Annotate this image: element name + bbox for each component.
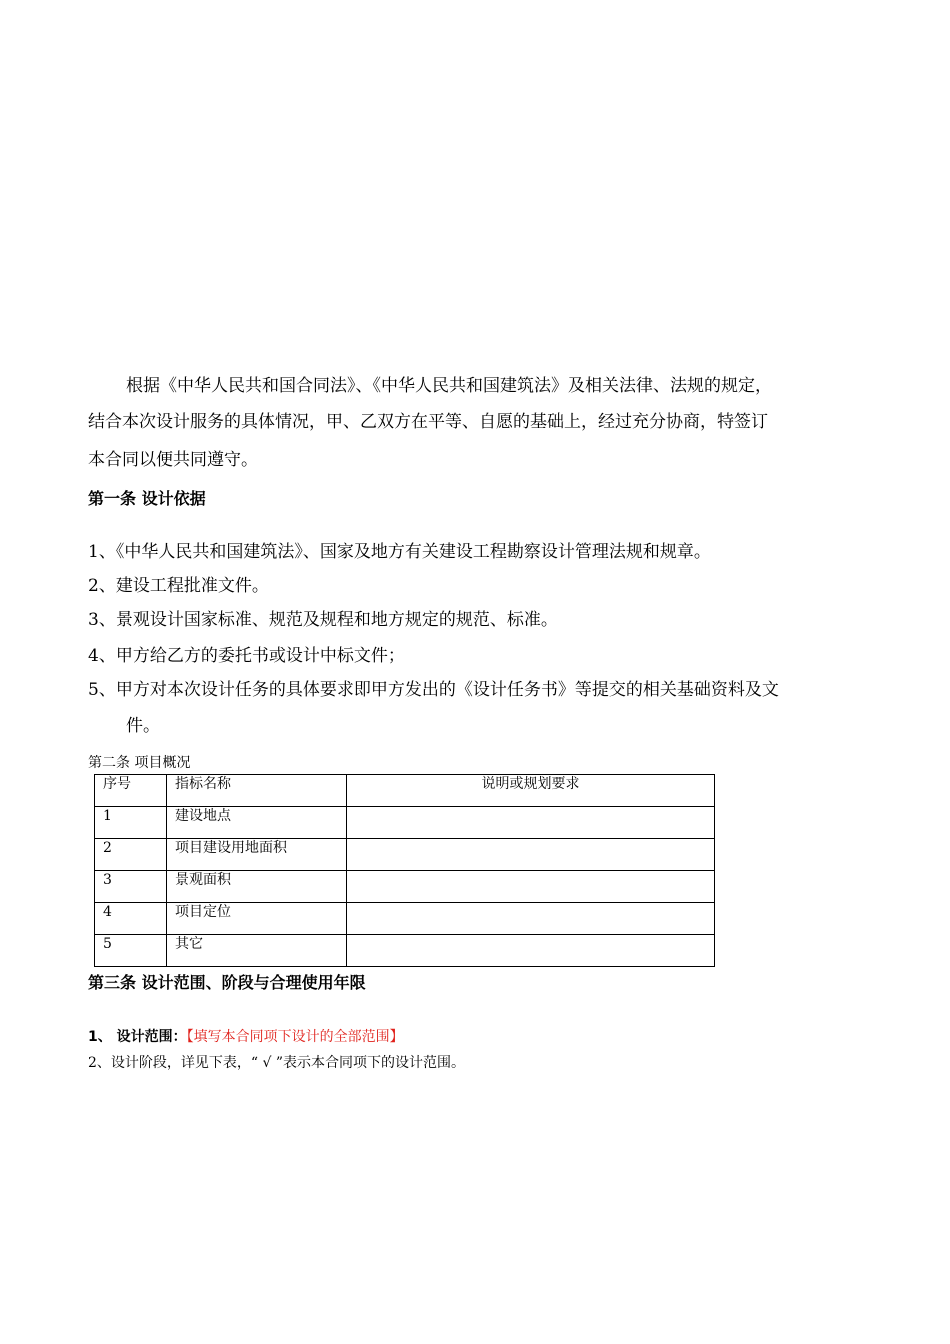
row-name: 建设地点	[167, 807, 347, 839]
table-row	[95, 903, 715, 935]
design-scope-label: 1、 设计范围：	[88, 1029, 187, 1045]
row-desc[interactable]	[347, 807, 715, 839]
article1-item-2: 2、建设工程批准文件。	[88, 576, 269, 596]
row-desc[interactable]	[347, 871, 715, 903]
row-desc[interactable]	[347, 903, 715, 935]
row-name: 项目定位	[167, 903, 347, 935]
design-scope-note: 【填写本合同项下设计的全部范围】	[186, 1029, 404, 1045]
article1-item-3: 3、景观设计国家标准、规范及规程和地方规定的规范、标准。	[88, 610, 558, 630]
article3-title: 第三条 设计范围、阶段与合理使用年限	[88, 973, 366, 992]
article1-item-5: 5、甲方对本次设计任务的具体要求即甲方发出的《设计任务书》等提交的相关基础资料及文	[88, 680, 779, 700]
table-row	[95, 871, 715, 903]
row-name: 景观面积	[167, 871, 347, 903]
article1-item-1: 1、《中华人民共和国建筑法》、国家及地方有关建设工程勘察设计管理法规和规章。	[88, 542, 711, 562]
design-stage-text: 2、设计阶段，详见下表，“ √ ”表示本合同项下的设计范围。	[88, 1055, 466, 1071]
preamble-line-3: 本合同以便共同遵守。	[88, 450, 258, 470]
row-no: 1	[95, 807, 167, 839]
table-row	[95, 839, 715, 871]
header-desc: 说明或规划要求	[347, 775, 715, 807]
preamble-line-1: 根据《中华人民共和国合同法》、《中华人民共和国建筑法》及相关法律、法规的规定，	[126, 376, 772, 396]
article1-title: 第一条 设计依据	[88, 489, 206, 508]
row-name: 其它	[167, 935, 347, 967]
row-desc[interactable]	[347, 935, 715, 967]
table-row	[95, 807, 715, 839]
row-no: 2	[95, 839, 167, 871]
project-overview-table	[94, 774, 715, 967]
row-name: 项目建设用地面积	[167, 839, 347, 871]
table-header-row	[95, 775, 715, 807]
row-no: 5	[95, 935, 167, 967]
design-scope-line	[88, 1026, 404, 1046]
header-no: 序号	[95, 775, 167, 807]
row-no: 4	[95, 903, 167, 935]
header-name: 指标名称	[167, 775, 347, 807]
article2-title: 第二条 项目概况	[88, 755, 191, 771]
row-desc[interactable]	[347, 839, 715, 871]
preamble-line-2: 结合本次设计服务的具体情况，甲、乙双方在平等、自愿的基础上，经过充分协商，特签订	[88, 412, 768, 432]
article1-item-5-continued: 件。	[126, 716, 160, 736]
article1-item-4: 4、甲方给乙方的委托书或设计中标文件；	[88, 646, 405, 666]
table-row	[95, 935, 715, 967]
row-no: 3	[95, 871, 167, 903]
